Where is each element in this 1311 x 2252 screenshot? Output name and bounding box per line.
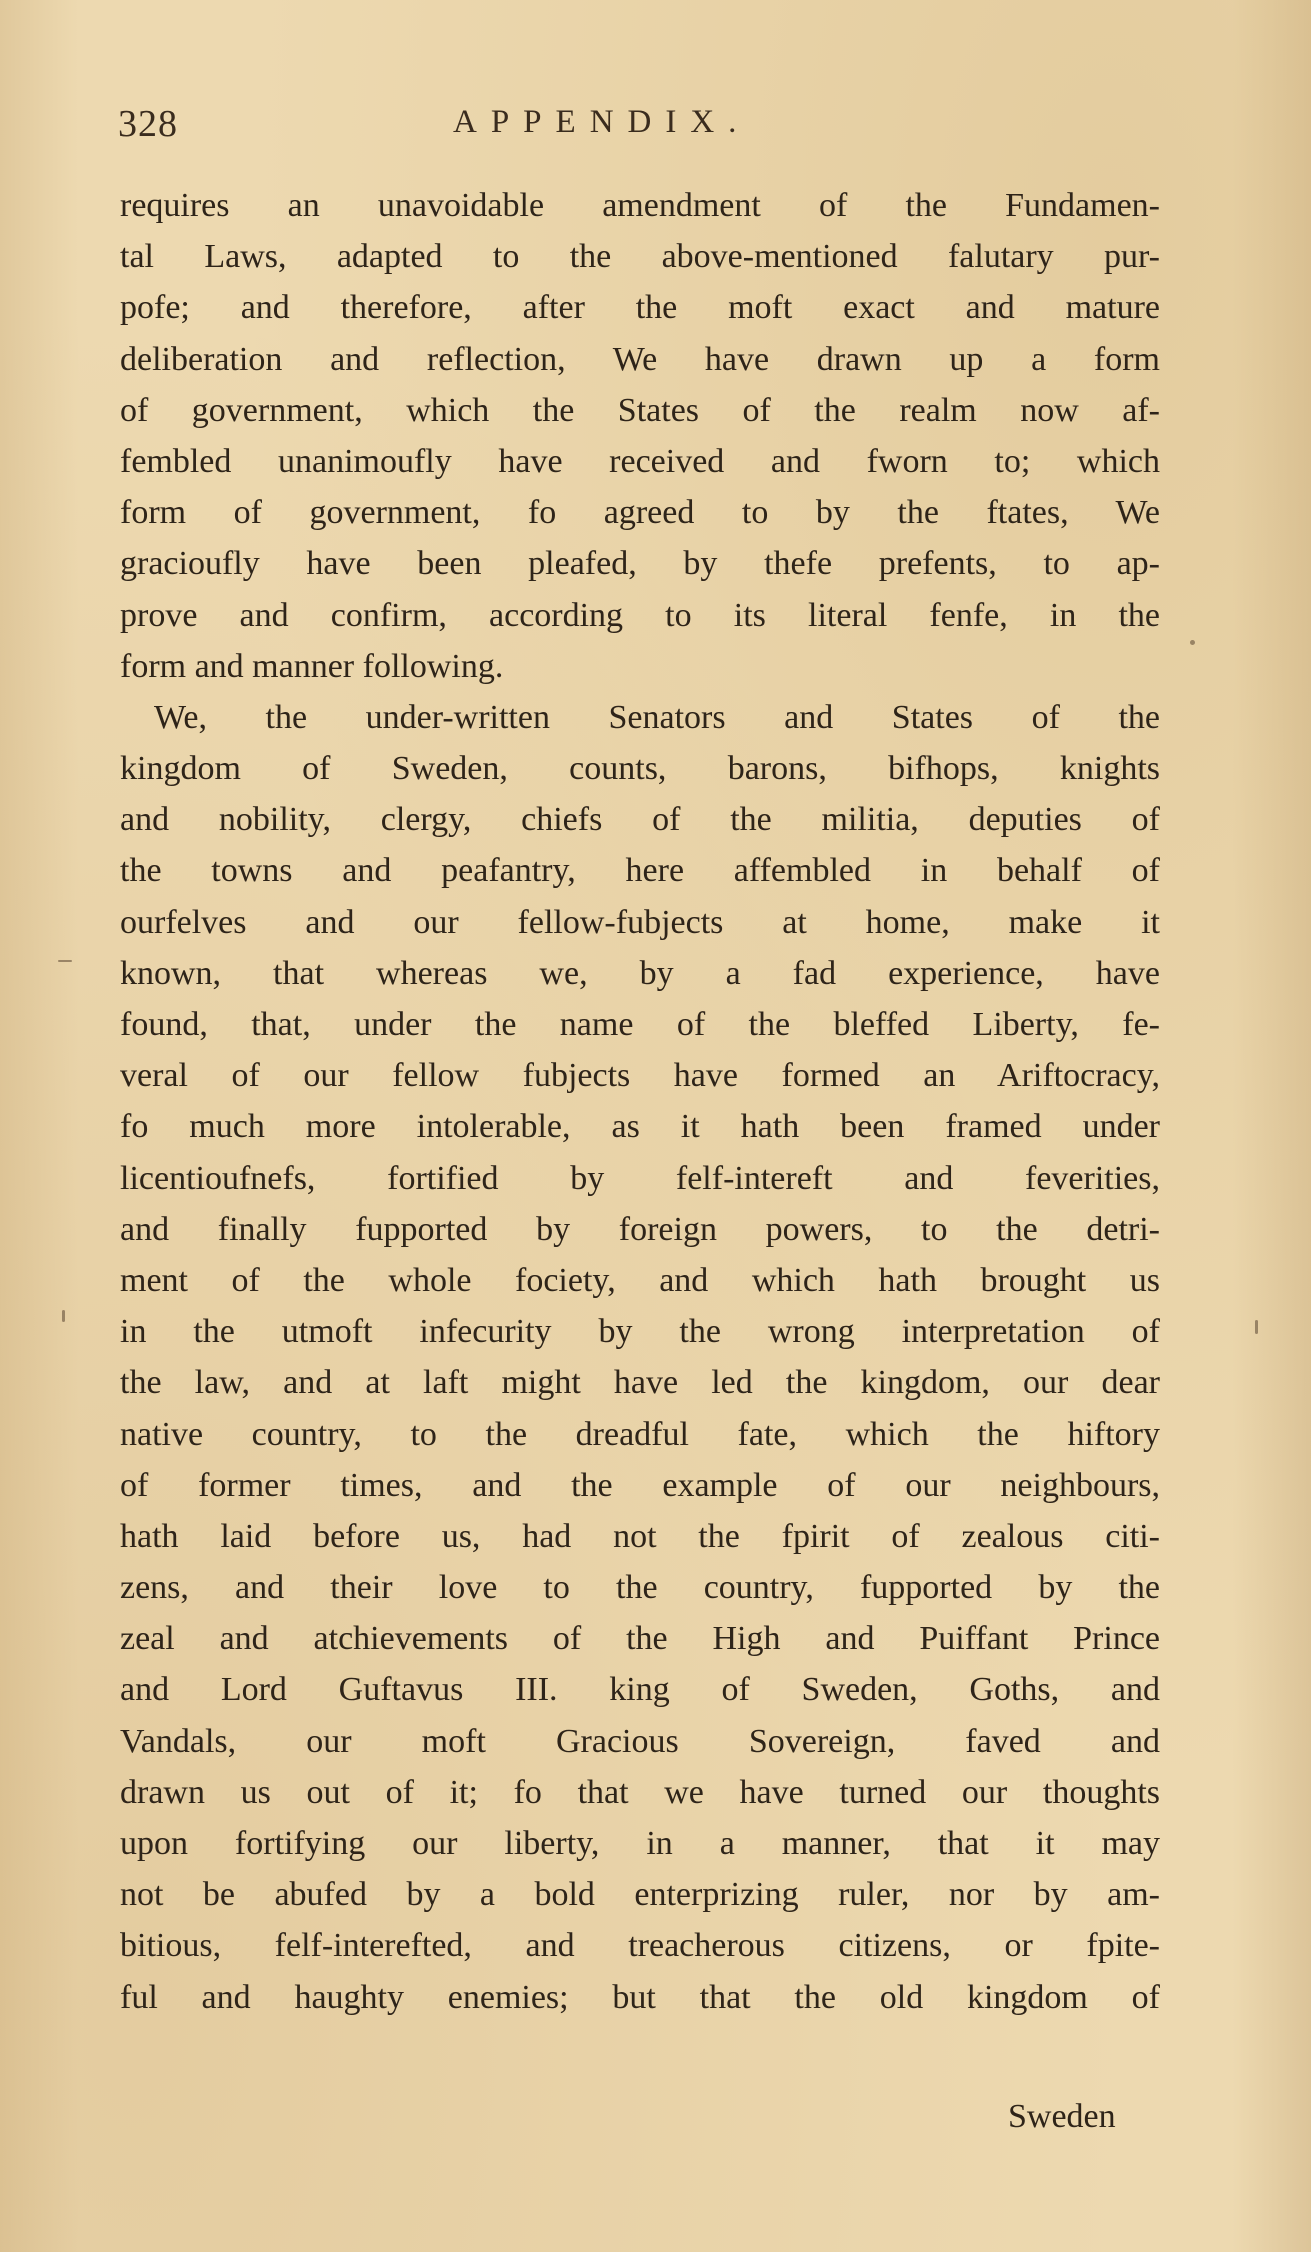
text-line: ourfelves and our fellow-fubjects at home, make it [120, 903, 1160, 941]
text-line: ment of the whole fociety, and which hath brought us [120, 1261, 1160, 1299]
text-line: licentioufnefs, fortified by felf-intereft and feverities, [120, 1159, 1160, 1197]
text-line: ful and haughty enemies; but that the old kingdom of [120, 1978, 1160, 2016]
text-line: zeal and atchievements of the High and Puiffant Prince [120, 1620, 1160, 1658]
text-line-paragraph-start: We, the under-written Senators and States of the [154, 698, 1160, 736]
text-line: in the utmoft infecurity by the wrong interpretation of [120, 1313, 1160, 1351]
paper-speck [62, 1310, 65, 1322]
text-line: zens, and their love to the country, fupported by the [120, 1569, 1160, 1607]
text-line: found, that, under the name of the bleffed Liberty, fe- [120, 1006, 1160, 1043]
text-line-paragraph-end: form and manner following. [120, 647, 504, 685]
text-line: upon fortifying our liberty, in a manner, that it may [120, 1825, 1160, 1862]
text-line: veral of our fellow fubjects have formed an Ariftocracy, [120, 1057, 1160, 1095]
page-header [118, 102, 1158, 150]
text-line: pofe; and therefore, after the moft exact and mature [120, 289, 1160, 327]
body-text [120, 180, 1160, 2023]
text-line: and nobility, clergy, chiefs of the militia, deputies of [120, 801, 1160, 839]
text-line: deliberation and reflection, We have drawn up a form [120, 340, 1160, 378]
paper-speck [1190, 640, 1195, 645]
text-line: drawn us out of it; fo that we have turned our thoughts [120, 1773, 1160, 1811]
text-line: of former times, and the example of our neighbours, [120, 1466, 1160, 1504]
text-line: Vandals, our moft Gracious Sovereign, faved and [120, 1722, 1160, 1760]
text-line: known, that whereas we, by a fad experience, have [120, 954, 1160, 992]
paper-speck [58, 960, 72, 962]
text-line: bitious, felf-interefted, and treacherous citizens, or fpite- [120, 1927, 1160, 1965]
text-line: fembled unanimoufly have received and fworn to; which [120, 442, 1160, 480]
text-line: the law, and at laft might have led the kingdom, our dear [120, 1364, 1160, 1402]
text-line: not be abufed by a bold enterprizing ruler, nor by am- [120, 1876, 1160, 1914]
text-line: gracioufly have been pleafed, by thefe prefents, to ap- [120, 545, 1160, 583]
page-number: 328 [118, 103, 178, 145]
text-line: of government, which the States of the realm now af- [120, 391, 1160, 429]
text-line: form of government, fo agreed to by the ftates, We [120, 494, 1160, 532]
text-line: and Lord Guftavus III. king of Sweden, Goths, and [120, 1671, 1160, 1709]
text-line: hath laid before us, had not the fpirit of zealous citi- [120, 1517, 1160, 1555]
paper-speck [1255, 1320, 1258, 1334]
text-line: tal Laws, adapted to the above-mentioned falutary pur- [120, 238, 1160, 276]
text-line: kingdom of Sweden, counts, barons, bifhops, knights [120, 750, 1160, 788]
text-line: prove and confirm, according to its literal fenfe, in the [120, 596, 1160, 634]
running-title: APPENDIX. [453, 104, 751, 140]
text-line: the towns and peafantry, here affembled in behalf of [120, 852, 1160, 890]
catchword: Sweden [1008, 2098, 1116, 2135]
text-line: and finally fupported by foreign powers, to the detri- [120, 1210, 1160, 1248]
text-line: native country, to the dreadful fate, which the hiftory [120, 1415, 1160, 1453]
text-line: requires an unavoidable amendment of the Fundamen- [120, 187, 1160, 224]
text-line: fo much more intolerable, as it hath been framed under [120, 1108, 1160, 1146]
